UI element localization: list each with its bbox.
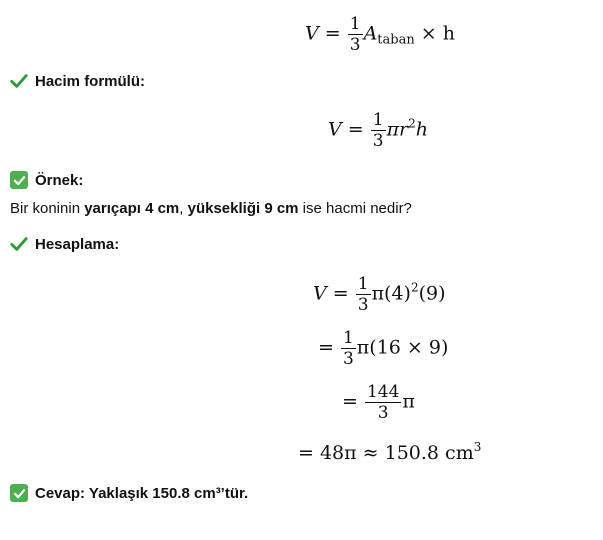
fraction-numerator: 1 (342, 328, 354, 348)
fraction-denominator: 3 (372, 131, 384, 151)
check-mark-icon (10, 235, 28, 253)
cone-volume-formula: V = $\frac{1}{3}$ $\pi r^2h$ (328, 110, 429, 151)
example-question (10, 200, 412, 217)
fraction-numerator: 1 (349, 14, 361, 34)
fraction (356, 274, 371, 315)
check-mark-icon (10, 72, 28, 90)
fraction-denominator: 3 (377, 403, 389, 423)
calc-line-3 (342, 382, 415, 423)
fraction-numerator: 1 (372, 110, 384, 130)
exponent: 3 (473, 440, 482, 454)
answer-label: Cevap: Yaklaşık 150.8 cm³’tür. (35, 484, 249, 502)
fraction-denominator: 3 (342, 349, 354, 369)
fraction (371, 110, 386, 151)
calc-line-4 (298, 440, 481, 464)
heading-cevap (10, 484, 248, 502)
fraction-denominator: 3 (349, 35, 361, 55)
height-term: h (415, 118, 429, 141)
check-box-icon (10, 171, 28, 189)
fraction (348, 14, 363, 55)
example-text: ise hacmi nedir? (298, 200, 412, 217)
calc-term: π (402, 390, 415, 413)
heading-label: Örnek: (35, 171, 84, 189)
calc-lhs: V = (313, 282, 349, 305)
fraction (365, 382, 401, 423)
exponent: 2 (410, 280, 419, 295)
fraction-numerator: 144 (366, 382, 400, 402)
calc-term: (9) (418, 282, 446, 305)
example-height: yüksekliği 9 cm (187, 200, 299, 217)
formula-lhs: V (305, 22, 319, 45)
equals-sign: = (318, 336, 334, 359)
pi-r-term: πr (386, 118, 409, 141)
formula-times-height: × h (420, 22, 455, 45)
heading-ornek (10, 171, 83, 189)
calc-line-2 (318, 328, 448, 369)
check-box-icon (10, 484, 28, 502)
heading-label: Hesaplama: (35, 235, 120, 253)
exponent: 2 (408, 116, 416, 131)
fraction-numerator: 1 (357, 274, 369, 294)
formula-lhs: V (328, 118, 342, 141)
example-radius: yarıçapı 4 cm (84, 200, 180, 217)
calc-term: π(4) (371, 282, 411, 305)
fraction-denominator: 3 (357, 295, 369, 315)
heading-label: Hacim formülü: (35, 72, 146, 90)
heading-hacim-formulu (10, 72, 145, 90)
example-text: , (179, 200, 188, 217)
calc-line-1 (313, 274, 446, 315)
fraction (341, 328, 356, 369)
base-area-subscript: taban (377, 32, 415, 48)
base-area-symbol: A (363, 22, 378, 45)
example-text: Bir koninin (10, 200, 85, 217)
volume-formula-general: V = $\frac{1}{3}$ $A_{taban} \times h$ (305, 14, 455, 55)
heading-hesaplama (10, 235, 119, 253)
calc-result: = 48π ≈ 150.8 cm (298, 442, 474, 464)
calc-term: π(16 × 9) (356, 336, 449, 359)
equals-sign: = (342, 390, 358, 413)
